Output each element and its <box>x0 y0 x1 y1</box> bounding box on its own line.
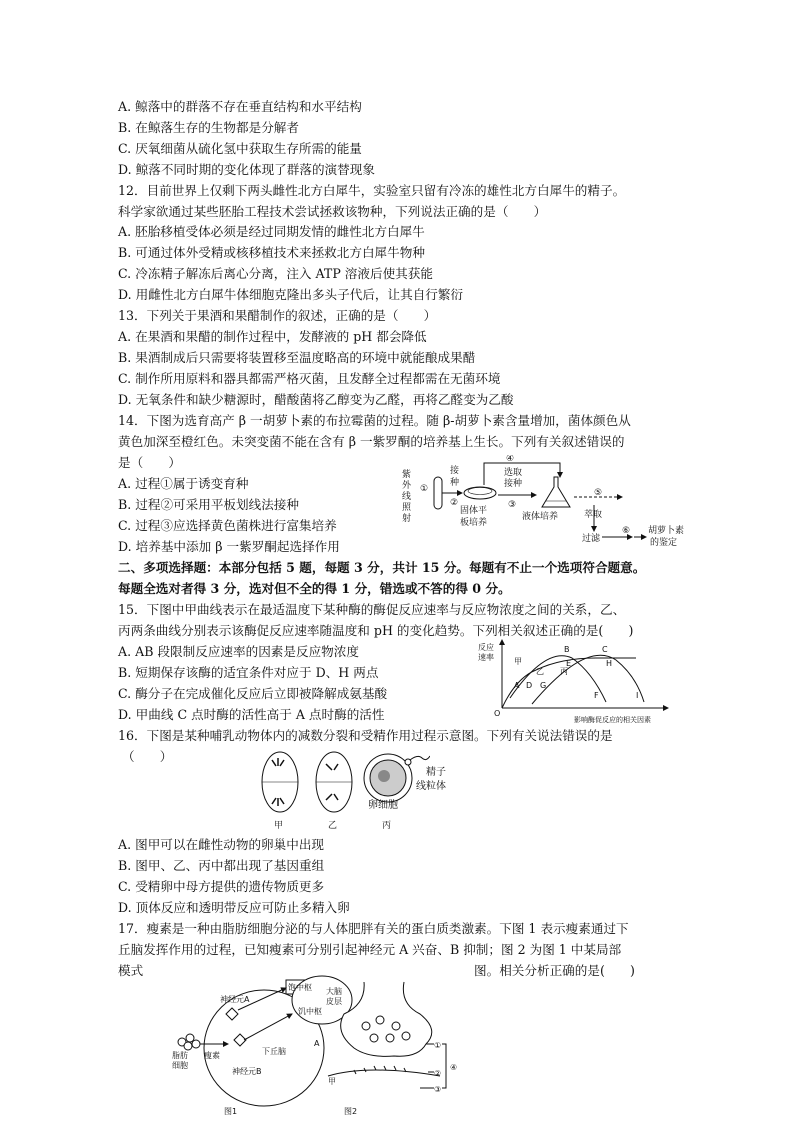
q14-step-6: ⑥ <box>622 526 631 536</box>
q14-select-1: 选取 <box>504 468 523 478</box>
q15-point-f: F <box>594 691 599 700</box>
q16-label-bing: 丙 <box>382 821 392 831</box>
q14-uv-1: 紫 <box>402 470 412 480</box>
q17-stem-line2: 丘脑发挥作用的过程，已知瘦素可分别引起神经元 A 兴奋、B 抑制；图 2 为图 1 中某局部 <box>118 942 622 957</box>
q14-uv-5: 射 <box>402 514 412 524</box>
q13-option-d: D. 无氧条件和缺少糖源时，醋酸菌将乙醇变为乙醛，再将乙醛变为乙酸 <box>118 392 514 407</box>
q13-option-c: C. 制作所用原料和器具都需严格灭菌，且发酵全过程都需在无菌环境 <box>118 371 501 386</box>
q17-satiety-center: 饱中枢 <box>288 983 312 992</box>
q15-stem-line1: 15．下图中甲曲线表示在最适温度下某种酶的酶促反应速率与反应物浓度之间的关系，乙、 <box>118 602 626 617</box>
q13-option-b: B. 果酒制成后只需要将装置移至温度略高的环境中就能酿成果醋 <box>118 350 476 365</box>
q14-option-d: D. 培养基中添加 β 一紫罗酮起选择作用 <box>118 539 340 554</box>
q17-stem-line1: 17．瘦素是一种由脂肪细胞分泌的与人体肥胖有关的蛋白质类激素。下图 1 表示瘦素通过下 <box>118 921 629 936</box>
q12-option-a: A. 胚胎移植受体必须是经过同期发情的雌性北方白犀牛 <box>118 224 425 239</box>
q15-option-c: C. 酶分子在完成催化反应后立即被降解成氨基酸 <box>118 686 388 701</box>
q17-stem-line3b: 图。相关分析正确的是( ) <box>474 963 635 978</box>
q14-option-c: C. 过程③应选择黄色菌株进行富集培养 <box>118 518 337 533</box>
q15-origin: O <box>494 709 501 718</box>
q14-liquid-label: 液体培养 <box>522 512 559 522</box>
q15-point-e: E <box>566 659 572 668</box>
q13-option-a: A. 在果酒和果醋的制作过程中，发酵液的 pH 都会降低 <box>118 329 427 344</box>
q17-stem-line3a: 模式 <box>118 963 144 978</box>
q16-label-jia: 甲 <box>274 821 284 831</box>
q17-cortex-1: 大脑 <box>326 987 342 996</box>
q16-mito-label: 线粒体 <box>416 781 446 792</box>
q14-extract-label: 萃取 <box>584 510 603 520</box>
q14-test-tube <box>434 477 442 509</box>
q16-egg-label: 卵细胞 <box>368 800 398 811</box>
q15-ylabel-1: 反应 <box>478 643 494 652</box>
q16-paren: （ ） <box>122 749 173 764</box>
q16-option-c: C. 受精卵中母方提供的遗传物质更多 <box>118 879 325 894</box>
q17-leptin-figure <box>168 974 464 1120</box>
q16-option-d: D. 顶体反应和透明带反应可防止多精入卵 <box>118 900 350 915</box>
q15-stem-line2: 丙两条曲线分别表示该酶促反应速率随温度和 pH 的变化趋势。下列相关叙述正确的是( ) <box>118 623 634 638</box>
q17-neuron-a: 神经元A <box>220 995 250 1004</box>
q15-option-d: D. 甲曲线 C 点时酶的活性高于 A 点时酶的活性 <box>118 707 385 722</box>
q15-xlabel: 影响酶促反应的相关因素 <box>574 716 651 724</box>
q12-stem-line1: 12．目前世界上仅剩下两头雌性北方白犀牛，实验室只留有冷冻的雄性北方白犀牛的精子。 <box>118 183 626 198</box>
q14-option-a: A. 过程①属于诱变育种 <box>118 476 249 491</box>
q16-option-b: B. 图甲、乙、丙中都出现了基因重组 <box>118 858 325 873</box>
q17-fig2-label: 图2 <box>344 1107 358 1116</box>
q17-fat-1: 脂肪 <box>172 1051 188 1060</box>
section2-header-line1: 二、多项选择题：本部分包括 5 题，每题 3 分，共计 15 分。每题有不止一个选项符合题意。 <box>118 560 646 575</box>
q17-label-a: A <box>314 1039 320 1048</box>
q17-hunger-center: 饥中枢 <box>298 1007 322 1016</box>
q14-step-3: ③ <box>508 500 517 510</box>
section2-header-line2: 每题全选对者得 3 分，选对但不全的得 1 分，错选或不答的得 0 分。 <box>118 581 511 596</box>
q14-filter-label: 过滤 <box>582 534 601 544</box>
q14-result-2: 的鉴定 <box>650 538 678 548</box>
q14-select-2: 接种 <box>504 479 523 489</box>
q14-stem-line2: 黄色加深至橙红色。未突变菌不能在含有 β 一紫罗酮的培养基上生长。下列有关叙述错误的 <box>118 434 625 449</box>
q14-flask <box>542 477 570 507</box>
q15-label-yi: 乙 <box>536 667 544 676</box>
q11-option-d: D. 鲸落不同时期的变化体现了群落的演替现象 <box>118 162 375 177</box>
q15-point-b: B <box>564 645 570 654</box>
q15-point-c: C <box>602 645 608 654</box>
q15-point-i: I <box>636 691 639 700</box>
q14-uv-4: 照 <box>402 503 412 513</box>
q12-option-c: C. 冷冻精子解冻后离心分离，注入 ATP 溶液后使其获能 <box>118 266 433 281</box>
q11-option-a: A. 鲸落中的群落不存在垂直结构和水平结构 <box>118 99 362 114</box>
q12-option-b: B. 可通过体外受精或核移植技术来拯救北方白犀牛物种 <box>118 245 425 260</box>
q15-point-g: G <box>540 681 547 690</box>
q14-uv-2: 外 <box>402 481 412 491</box>
q16-option-a: A. 图甲可以在雌性动物的卵巢中出现 <box>118 837 325 852</box>
q12-option-d: D. 用雌性北方白犀牛体细胞克隆出多头子代后，让其自行繁衍 <box>118 287 464 302</box>
q11-option-c: C. 厌氧细菌从硫化氢中获取生存所需的能量 <box>118 141 362 156</box>
q17-circle-2: ② <box>434 1069 442 1078</box>
q14-plate-label-2: 板培养 <box>460 518 488 528</box>
q14-option-b: B. 过程②可采用平板划线法接种 <box>118 497 299 512</box>
q15-point-a: A <box>514 681 520 690</box>
q14-stem-line3: 是（ ） <box>118 455 181 470</box>
q14-inoculate-1: 接 <box>450 466 460 476</box>
q17-circle-3: ③ <box>434 1085 442 1094</box>
q14-uv-3: 线 <box>402 492 412 502</box>
q15-enzyme-rate-graph <box>476 636 676 726</box>
q16-stem: 16．下图是某种哺乳动物体内的减数分裂和受精作用过程示意图。下列有关说法错误的是 <box>118 728 613 743</box>
q14-result-1: 胡萝卜素 <box>648 526 685 536</box>
q16-meiosis-fertilization-figure <box>250 742 430 834</box>
q14-step-2: ② <box>450 498 459 508</box>
q14-inoculate-2: 种 <box>450 478 460 488</box>
q17-cortex-2: 皮层 <box>326 997 342 1006</box>
q15-label-bing: 丙 <box>560 667 568 676</box>
q14-step-1: ① <box>420 484 429 494</box>
q13-stem: 13．下列关于果酒和果醋制作的叙述，正确的是（ ） <box>118 308 437 323</box>
q15-point-d: D <box>526 681 533 690</box>
q12-stem-line2: 科学家欲通过某些胚胎工程技术尝试拯救该物种，下列说法正确的是（ ） <box>118 204 547 219</box>
q14-step-4: ④ <box>506 455 515 464</box>
q14-stem-line1: 14．下图为选育高产 β 一胡萝卜素的布拉霉菌的过程。随 β-胡萝卜素含量增加，菌体颜色从 <box>118 413 631 428</box>
q17-hypothalamus: 下丘脑 <box>262 1047 286 1056</box>
q17-circle-4: ④ <box>450 1063 458 1072</box>
q15-option-a: A. AB 段限制反应速率的因素是反应物浓度 <box>118 644 359 659</box>
q11-option-b: B. 在鲸落生存的生物都是分解者 <box>118 120 299 135</box>
q14-step-5: ⑤ <box>594 488 603 498</box>
q15-curve-bing <box>532 655 644 704</box>
q15-ylabel-2: 速率 <box>478 653 494 662</box>
q17-label-jia: 甲 <box>328 1077 336 1086</box>
q16-cell-yi <box>316 752 352 812</box>
q14-plate-label-1: 固体平 <box>460 506 488 516</box>
q15-point-h: H <box>606 659 613 668</box>
q17-neuron-b: 神经元B <box>232 1067 262 1076</box>
q17-fat-2: 细胞 <box>172 1061 188 1070</box>
q16-cell-jia <box>262 752 298 812</box>
q14-breeding-flow-diagram <box>394 455 694 557</box>
q15-label-jia: 甲 <box>514 657 522 666</box>
q16-sperm-label: 精子 <box>426 767 446 778</box>
q17-fig1-label: 图1 <box>224 1107 238 1116</box>
q17-leptin-label: 瘦素 <box>204 1051 220 1060</box>
q15-option-b: B. 短期保存该酶的适宜条件对应于 D、H 两点 <box>118 665 379 680</box>
q17-circle-1: ① <box>434 1041 442 1050</box>
q16-label-yi: 乙 <box>328 821 338 831</box>
